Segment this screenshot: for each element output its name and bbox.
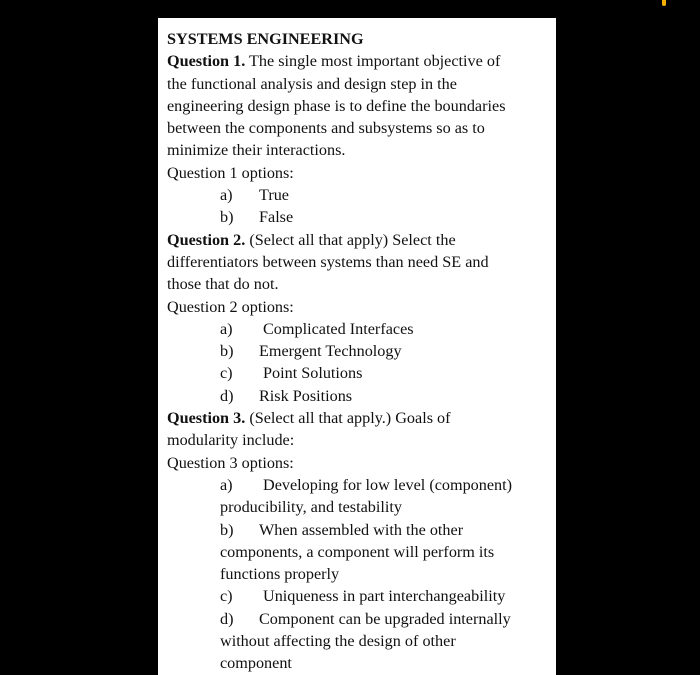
question-1-option-a[interactable]: a) True (220, 186, 289, 205)
question-1-options-label: Question 1 options: (167, 163, 294, 182)
question-1-text-line: the functional analysis and design step in the (167, 74, 457, 93)
question-1-option-b[interactable]: b) False (220, 208, 294, 227)
question-2-option-a[interactable]: a) Complicated Interfaces (220, 319, 414, 338)
question-3-option-c[interactable]: c) Uniqueness in part interchangeability (220, 587, 506, 606)
question-3-option-a[interactable]: a) Developing for low level (component) producibility, and testability (220, 475, 513, 517)
question-3-line-1: Question 3. (Select all that apply.) Goals of (167, 409, 451, 428)
question-2-option-b[interactable]: b) Emergent Technology (220, 342, 402, 361)
accent-marker (662, 0, 666, 6)
question-1-text-line: between the components and subsystems so as to (167, 119, 485, 138)
question-2-text-line: those that do not. (167, 275, 279, 294)
question-1-line-1: Question 1. The single most important objective of (167, 52, 501, 71)
document-content (167, 28, 552, 675)
question-3-option-d[interactable]: d) Component can be upgraded internally without affecting the design of other component (220, 609, 511, 673)
question-1-text-line: engineering design phase is to define the boundaries (167, 96, 506, 115)
question-1-text-line: minimize their interactions. (167, 141, 346, 160)
question-3-option-b[interactable]: b) When assembled with the other components, a component will perform its functions properly (220, 520, 495, 584)
question-2-option-c[interactable]: c) Point Solutions (220, 364, 363, 383)
question-2-heading: Question 2. (167, 230, 246, 249)
question-2-text-line: differentiators between systems than need SE and (167, 252, 489, 271)
question-2-option-d[interactable]: d) Risk Positions (220, 386, 353, 405)
question-3-text-line: modularity include: (167, 431, 295, 450)
question-3-options-label: Question 3 options: (167, 453, 294, 472)
question-2-line-1: Question 2. (Select all that apply) Select the (167, 230, 456, 249)
question-3-heading: Question 3. (167, 409, 246, 428)
question-2-options-label: Question 2 options: (167, 297, 294, 316)
document-page (158, 18, 556, 675)
document-title: SYSTEMS ENGINEERING (167, 30, 364, 48)
question-1-heading: Question 1. (167, 52, 246, 71)
